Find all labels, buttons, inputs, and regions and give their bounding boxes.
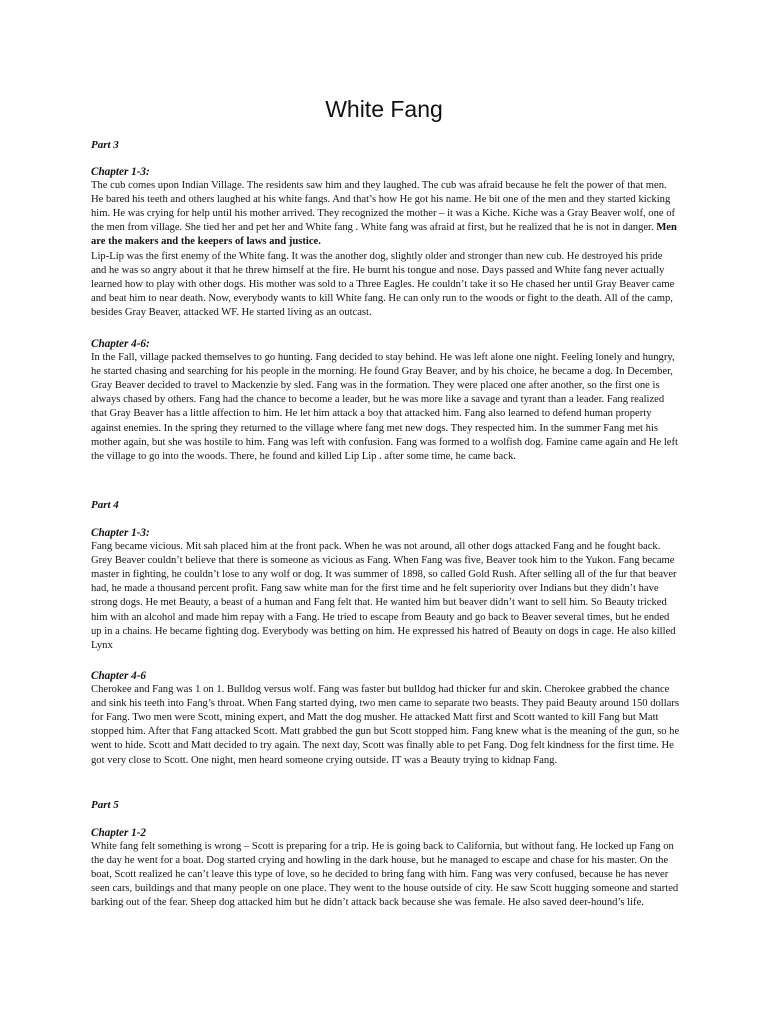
part-3-chapter-4-6-heading: Chapter 4-6: xyxy=(91,338,150,350)
part-4-chapter-1-3-section xyxy=(91,526,680,653)
part-4-heading xyxy=(91,498,680,512)
part-3-chapter-1-3-section xyxy=(91,165,680,320)
part-3-chapter-4-6-section xyxy=(91,337,680,464)
part-4-chapter-1-3-paragraph: Fang became vicious. Mit sah placed him at the front pack. When he was not around, all other dogs attacked Fang and he fought back. Grey Beaver couldn’t believe that there is someone as vicious as Fang. When Fang was five, Beaver took him to the Yukon. Fang became master in fighting, he couldn’t lose to any wolf or dog. It was summer of 1898, so called Gold Rush. After selling all of the fur that beaver had, he made a thousand percent profit. Fang saw white man for the first time and he felt superiority over Indians but they didn’t have strong dogs. He met Beauty, a beast of a human and Fang felt that. He wanted him but beaver didn’t want to sell him. So Beauty tricked him with an alcohol and made him repay with a Fang. He tried to escape from Beauty and go back to Beaver several times, but he ended up in a chains. He became fighting dog. Everybody was betting on him. He expressed his hatred of Beauty on dogs in cage. He also killed Lynx xyxy=(91,541,677,651)
part-5-chapter-1-2-heading: Chapter 1-2 xyxy=(91,827,147,839)
part-5-chapter-1-2-paragraph: White fang felt something is wrong – Scott is preparing for a trip. He is going back to California, but without fang. He locked up Fang on the day he went for a boat. Dog started crying and howling in the dark house, but he managed to escape and chase for his master. On the boat, Scott realized he can’t leave this type of love, so he decided to bring fang with him. Fang was very confused, because he has never seen cars, buildings and that many people on one place. They went to the house outside of city. He saw Scott hugging someone and started barking out of the fear. Sheep dog attacked him but he didn’t attack back because she was female. He also saved deer-hound’s life. xyxy=(91,841,679,909)
part-3-label: Part 3 xyxy=(91,139,119,151)
part-3-chapter-1-3-paragraph-1 xyxy=(91,179,680,249)
paragraph-text: The cub comes upon Indian Village. The residents saw him and they laughed. The cub was afraid because he felt the power of that men. He bared his teeth and others laughed at his white fangs. And that’s how He got his name. He bit one of the men and they started kicking him. He was crying for help until his mother arrived. They recognized the mother – it was a Kiche. Kiche was a Gray Beaver wolf, one of the men from village. She tied her and pet her and White fang . White fang was afraid at first, but he realized that he is not in danger. xyxy=(91,180,676,234)
part-5-chapter-1-2-section xyxy=(91,826,680,911)
part-4-chapter-4-6-paragraph: Cherokee and Fang was 1 on 1. Bulldog versus wolf. Fang was faster but bulldog had thicker fur and skin. Cherokee grabbed the chance and sink his teeth into Fang’s throat. When Fang started dying, two men came to separate two beasts. They paid Beauty around 150 dollars for Fang. Two men were Scott, mining expert, and Matt the dog musher. He attacked Matt first and Scott wanted to kill Fang but Matt stopped him. After that Fang attacked Scott. Matt grabbed the gun but Scott stopped him. Fang knew what is the meaning of the gun, so he went to hide. Scott and Matt decided to try again. The next day, Scott was finally able to pet Fang. Dog felt kindness for the first time. He got very close to Scott. One night, men heard someone crying outside. IT was a Beauty trying to kidnap Fang. xyxy=(91,684,680,766)
part-3-chapter-4-6-paragraph: In the Fall, village packed themselves to go hunting. Fang decided to stay behind. He was left alone one night. Feeling lonely and hungry, he started chasing and searching for his people in the morning. He found Gray Beaver, and by his choice, he became a dog. In December, Gray Beaver decided to travel to Mackenzie by sled. Fang was in the formation. They were placed one after another, so the first one is always chased by others. Fang had the chance to become a leader, but he was more like a savage and tyrant than a leader. Fang realized that Gray Beaver has a little affection to him. He let him attack a boy that attacked him. Fang also learned to defend human property against enemies. In the spring they returned to the village where fang met new dogs. They respected him. In the summer Fang met his mother again, but she was hostile to him. Fang was left with confusion. Fang was formed to a wolfish dog. Famine came again and He left the village to go into the woods. There, he found and killed Lip Lip . after some time, he came back. xyxy=(91,352,678,462)
part-3-chapter-1-3-heading: Chapter 1-3: xyxy=(91,166,150,178)
part-5-label: Part 5 xyxy=(91,799,119,811)
bold-sentence: Men are the makers and the keepers of laws and justice. xyxy=(91,222,677,248)
part-4-chapter-4-6-heading: Chapter 4-6 xyxy=(91,670,147,682)
part-5-heading xyxy=(91,798,680,812)
document-title: White Fang xyxy=(325,96,443,122)
part-3-chapter-1-3-paragraph-2: Lip-Lip was the first enemy of the White fang. It was the another dog, slightly older and stronger than new cub. He destroyed his pride and he was so angry about it that he threw himself at the fire. He burnt his tongue and nose. Days passed and White fang never actually learned how to play with other dogs. His mother was sold to a Three Eagles. He couldn’t take it so He chased her until Gray Beaver came and beat him to near death. Now, everybody wants to kill White fang. He can only run to the woods or fight to the death. All of the camp, besides Gray Beaver, attacked WF. He started living as an outcast. xyxy=(91,250,675,318)
part-3-heading xyxy=(91,138,680,152)
part-4-chapter-4-6-section xyxy=(91,669,680,768)
part-4-chapter-1-3-heading: Chapter 1-3: xyxy=(91,527,150,539)
part-4-label: Part 4 xyxy=(91,499,119,511)
